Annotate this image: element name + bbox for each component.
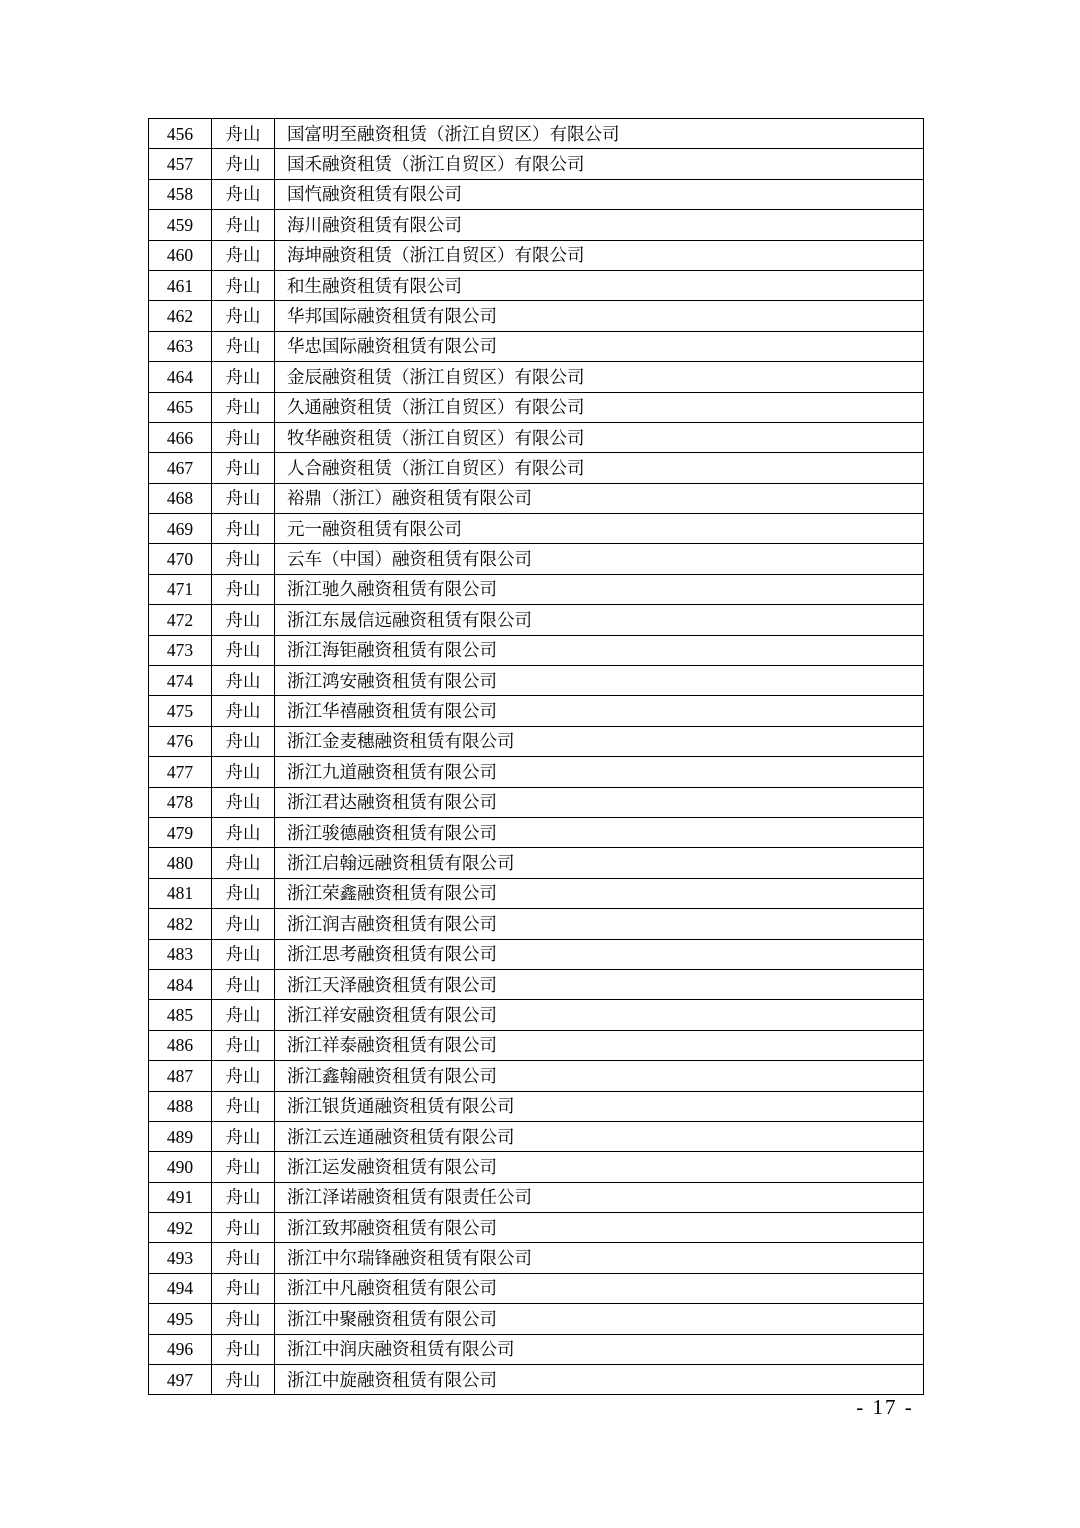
row-company-name-cell: 海坤融资租赁（浙江自贸区）有限公司 — [275, 240, 924, 270]
row-index-cell: 478 — [149, 787, 212, 817]
table-row — [149, 848, 924, 878]
row-index-cell: 463 — [149, 331, 212, 361]
row-index-cell: 475 — [149, 696, 212, 726]
row-index-cell: 467 — [149, 453, 212, 483]
table-row — [149, 331, 924, 361]
row-index-cell: 484 — [149, 969, 212, 999]
table-row — [149, 483, 924, 513]
row-index-cell: 464 — [149, 362, 212, 392]
row-index-cell: 487 — [149, 1061, 212, 1091]
row-company-name-cell: 浙江君达融资租赁有限公司 — [275, 787, 924, 817]
row-company-name-cell: 华邦国际融资租赁有限公司 — [275, 301, 924, 331]
table-row — [149, 1273, 924, 1303]
row-index-cell: 459 — [149, 210, 212, 240]
row-company-name-cell: 浙江运发融资租赁有限公司 — [275, 1152, 924, 1182]
row-index-cell: 460 — [149, 240, 212, 270]
row-company-name-cell: 浙江润吉融资租赁有限公司 — [275, 909, 924, 939]
row-company-name-cell: 浙江启翰远融资租赁有限公司 — [275, 848, 924, 878]
table-row — [149, 605, 924, 635]
row-city-cell: 舟山 — [212, 483, 275, 513]
table-row — [149, 362, 924, 392]
row-index-cell: 477 — [149, 757, 212, 787]
row-company-name-cell: 浙江鸿安融资租赁有限公司 — [275, 666, 924, 696]
table-row — [149, 696, 924, 726]
table-row — [149, 878, 924, 908]
row-index-cell: 486 — [149, 1030, 212, 1060]
table-row — [149, 1121, 924, 1151]
table-row — [149, 301, 924, 331]
row-city-cell: 舟山 — [212, 1152, 275, 1182]
row-index-cell: 466 — [149, 422, 212, 452]
row-index-cell: 468 — [149, 483, 212, 513]
row-index-cell: 485 — [149, 1000, 212, 1030]
row-city-cell: 舟山 — [212, 1182, 275, 1212]
row-company-name-cell: 和生融资租赁有限公司 — [275, 270, 924, 300]
row-city-cell: 舟山 — [212, 544, 275, 574]
row-city-cell: 舟山 — [212, 666, 275, 696]
row-city-cell: 舟山 — [212, 1030, 275, 1060]
row-company-name-cell: 人合融资租赁（浙江自贸区）有限公司 — [275, 453, 924, 483]
table-row — [149, 1182, 924, 1212]
row-company-name-cell: 浙江中尔瑞锋融资租赁有限公司 — [275, 1243, 924, 1273]
table-row — [149, 635, 924, 665]
row-index-cell: 491 — [149, 1182, 212, 1212]
row-index-cell: 472 — [149, 605, 212, 635]
row-index-cell: 492 — [149, 1213, 212, 1243]
row-company-name-cell: 浙江骏德融资租赁有限公司 — [275, 817, 924, 847]
row-city-cell: 舟山 — [212, 939, 275, 969]
row-city-cell: 舟山 — [212, 1365, 275, 1395]
row-index-cell: 479 — [149, 817, 212, 847]
table-row — [149, 909, 924, 939]
row-city-cell: 舟山 — [212, 787, 275, 817]
table-row — [149, 1030, 924, 1060]
row-city-cell: 舟山 — [212, 210, 275, 240]
row-company-name-cell: 浙江金麦穗融资租赁有限公司 — [275, 726, 924, 756]
row-index-cell: 490 — [149, 1152, 212, 1182]
row-company-name-cell: 海川融资租赁有限公司 — [275, 210, 924, 240]
table-row — [149, 270, 924, 300]
row-index-cell: 482 — [149, 909, 212, 939]
table-row — [149, 119, 924, 149]
table-row — [149, 969, 924, 999]
table-row — [149, 179, 924, 209]
table-row — [149, 149, 924, 179]
row-company-name-cell: 浙江祥泰融资租赁有限公司 — [275, 1030, 924, 1060]
row-city-cell: 舟山 — [212, 514, 275, 544]
row-city-cell: 舟山 — [212, 574, 275, 604]
row-company-name-cell: 国禾融资租赁（浙江自贸区）有限公司 — [275, 149, 924, 179]
row-city-cell: 舟山 — [212, 392, 275, 422]
table-row — [149, 240, 924, 270]
row-company-name-cell: 浙江中凡融资租赁有限公司 — [275, 1273, 924, 1303]
company-list-table — [148, 118, 924, 1395]
row-city-cell: 舟山 — [212, 817, 275, 847]
table-row — [149, 422, 924, 452]
row-city-cell: 舟山 — [212, 362, 275, 392]
row-company-name-cell: 牧华融资租赁（浙江自贸区）有限公司 — [275, 422, 924, 452]
table-row — [149, 1213, 924, 1243]
row-company-name-cell: 浙江云连通融资租赁有限公司 — [275, 1121, 924, 1151]
row-index-cell: 462 — [149, 301, 212, 331]
row-index-cell: 496 — [149, 1334, 212, 1364]
table-row — [149, 453, 924, 483]
row-index-cell: 481 — [149, 878, 212, 908]
row-company-name-cell: 浙江泽诺融资租赁有限责任公司 — [275, 1182, 924, 1212]
row-city-cell: 舟山 — [212, 848, 275, 878]
row-city-cell: 舟山 — [212, 453, 275, 483]
row-city-cell: 舟山 — [212, 635, 275, 665]
row-city-cell: 舟山 — [212, 1304, 275, 1334]
row-company-name-cell: 国忾融资租赁有限公司 — [275, 179, 924, 209]
row-company-name-cell: 浙江思考融资租赁有限公司 — [275, 939, 924, 969]
row-city-cell: 舟山 — [212, 1213, 275, 1243]
row-index-cell: 461 — [149, 270, 212, 300]
table-row — [149, 1152, 924, 1182]
row-city-cell: 舟山 — [212, 179, 275, 209]
page-number: - 17 - — [856, 1395, 914, 1419]
table-row — [149, 666, 924, 696]
row-city-cell: 舟山 — [212, 240, 275, 270]
row-index-cell: 497 — [149, 1365, 212, 1395]
table-row — [149, 787, 924, 817]
row-city-cell: 舟山 — [212, 149, 275, 179]
table-row — [149, 1061, 924, 1091]
row-city-cell: 舟山 — [212, 969, 275, 999]
table-row — [149, 726, 924, 756]
table-row — [149, 574, 924, 604]
table-row — [149, 1091, 924, 1121]
row-company-name-cell: 浙江中润庆融资租赁有限公司 — [275, 1334, 924, 1364]
row-company-name-cell: 浙江东晟信远融资租赁有限公司 — [275, 605, 924, 635]
row-company-name-cell: 浙江中聚融资租赁有限公司 — [275, 1304, 924, 1334]
row-index-cell: 493 — [149, 1243, 212, 1273]
row-index-cell: 465 — [149, 392, 212, 422]
row-company-name-cell: 久通融资租赁（浙江自贸区）有限公司 — [275, 392, 924, 422]
row-index-cell: 456 — [149, 119, 212, 149]
row-index-cell: 473 — [149, 635, 212, 665]
row-city-cell: 舟山 — [212, 1000, 275, 1030]
row-city-cell: 舟山 — [212, 605, 275, 635]
row-index-cell: 483 — [149, 939, 212, 969]
row-index-cell: 471 — [149, 574, 212, 604]
row-city-cell: 舟山 — [212, 270, 275, 300]
row-company-name-cell: 浙江中旋融资租赁有限公司 — [275, 1365, 924, 1395]
row-company-name-cell: 元一融资租赁有限公司 — [275, 514, 924, 544]
row-index-cell: 480 — [149, 848, 212, 878]
row-city-cell: 舟山 — [212, 1121, 275, 1151]
row-city-cell: 舟山 — [212, 878, 275, 908]
table-row — [149, 544, 924, 574]
table-body — [149, 119, 924, 1395]
table-row — [149, 757, 924, 787]
table-row — [149, 210, 924, 240]
row-company-name-cell: 国富明至融资租赁（浙江自贸区）有限公司 — [275, 119, 924, 149]
row-city-cell: 舟山 — [212, 119, 275, 149]
row-company-name-cell: 浙江天泽融资租赁有限公司 — [275, 969, 924, 999]
row-index-cell: 488 — [149, 1091, 212, 1121]
row-city-cell: 舟山 — [212, 331, 275, 361]
row-city-cell: 舟山 — [212, 696, 275, 726]
row-index-cell: 458 — [149, 179, 212, 209]
row-index-cell: 470 — [149, 544, 212, 574]
row-company-name-cell: 浙江致邦融资租赁有限公司 — [275, 1213, 924, 1243]
table-row — [149, 817, 924, 847]
row-city-cell: 舟山 — [212, 1091, 275, 1121]
table-row — [149, 1365, 924, 1395]
row-company-name-cell: 浙江鑫翰融资租赁有限公司 — [275, 1061, 924, 1091]
row-company-name-cell: 裕鼎（浙江）融资租赁有限公司 — [275, 483, 924, 513]
row-city-cell: 舟山 — [212, 1061, 275, 1091]
row-city-cell: 舟山 — [212, 757, 275, 787]
table-row — [149, 1304, 924, 1334]
row-city-cell: 舟山 — [212, 301, 275, 331]
table-row — [149, 1000, 924, 1030]
row-index-cell: 489 — [149, 1121, 212, 1151]
row-index-cell: 457 — [149, 149, 212, 179]
row-index-cell: 474 — [149, 666, 212, 696]
row-company-name-cell: 金辰融资租赁（浙江自贸区）有限公司 — [275, 362, 924, 392]
row-company-name-cell: 浙江九道融资租赁有限公司 — [275, 757, 924, 787]
row-company-name-cell: 浙江祥安融资租赁有限公司 — [275, 1000, 924, 1030]
row-company-name-cell: 浙江海钜融资租赁有限公司 — [275, 635, 924, 665]
table-row — [149, 939, 924, 969]
table-row — [149, 514, 924, 544]
row-index-cell: 495 — [149, 1304, 212, 1334]
table-row — [149, 1334, 924, 1364]
row-company-name-cell: 浙江驰久融资租赁有限公司 — [275, 574, 924, 604]
row-company-name-cell: 浙江银货通融资租赁有限公司 — [275, 1091, 924, 1121]
table-row — [149, 392, 924, 422]
row-index-cell: 494 — [149, 1273, 212, 1303]
row-city-cell: 舟山 — [212, 1334, 275, 1364]
row-company-name-cell: 云车（中国）融资租赁有限公司 — [275, 544, 924, 574]
row-city-cell: 舟山 — [212, 726, 275, 756]
row-index-cell: 469 — [149, 514, 212, 544]
table-row — [149, 1243, 924, 1273]
row-company-name-cell: 华忠国际融资租赁有限公司 — [275, 331, 924, 361]
row-index-cell: 476 — [149, 726, 212, 756]
row-city-cell: 舟山 — [212, 1273, 275, 1303]
row-company-name-cell: 浙江华禧融资租赁有限公司 — [275, 696, 924, 726]
row-company-name-cell: 浙江荣鑫融资租赁有限公司 — [275, 878, 924, 908]
row-city-cell: 舟山 — [212, 909, 275, 939]
row-city-cell: 舟山 — [212, 1243, 275, 1273]
row-city-cell: 舟山 — [212, 422, 275, 452]
page-footer — [0, 1395, 1080, 1420]
